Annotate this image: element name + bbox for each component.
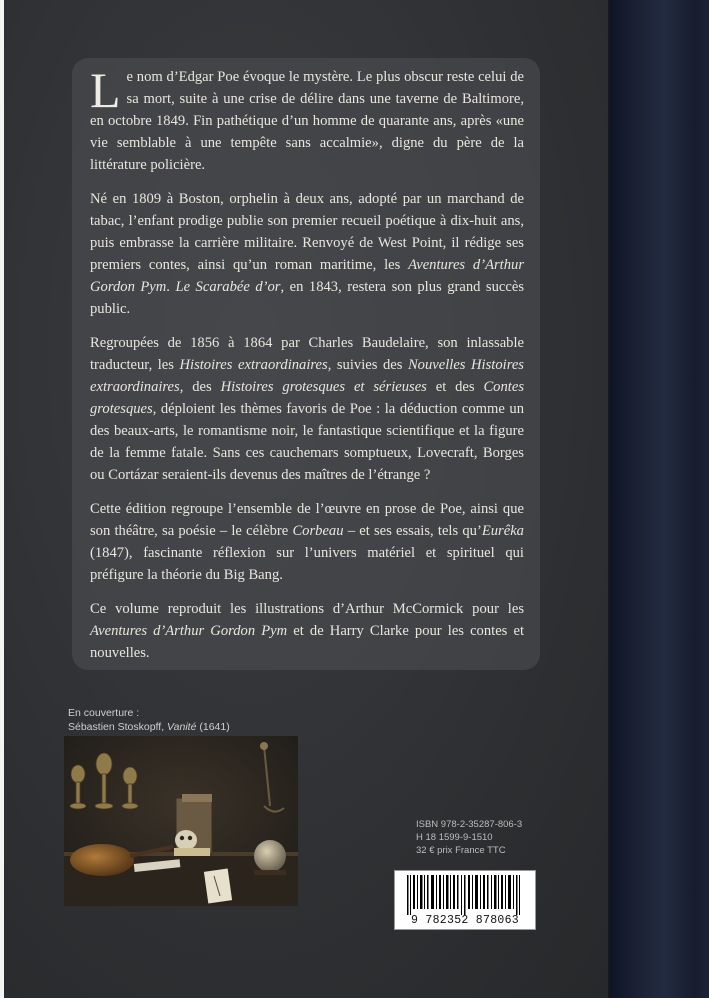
cover-credit-artwork: Sébastien Stoskopff, Vanité (1641) <box>68 721 230 733</box>
title-histoires-extraordinaires: Histoires extraordinaires <box>179 357 328 373</box>
barcode <box>394 870 536 930</box>
title-gordon-pym-2: Aventures d’Arthur Gordon Pym <box>90 623 288 639</box>
title-histoires-grotesques: Histoires grotesques et sérieuses <box>220 379 427 395</box>
barcode-bars <box>395 875 535 917</box>
title-gordon-pym: Aventures d’Arthur Gordon Pym <box>90 257 525 295</box>
blurb-paragraph-5: Ce volume reproduit les illustrations d’Arthur McCormick pour les Aventures d’Arthur Gordon Pym et de Harry Clarke pour les contes et nouvelles. <box>90 601 524 661</box>
blurb-paragraph-2: Né en 1809 à Boston, orphelin à deux ans, adopté par un marchand de tabac, l’enfant prodige publie son premier recueil poétique à dix-huit ans, puis embrasse la carrière militaire. Renvoyé de West Point, il rédige ses premiers contes, ainsi qu’un roman maritime, les Aventures d’Arthur Gordon Pym. Le Scarabée d’or, en 1843, restera son plus grand succès public. <box>90 191 525 317</box>
blurb-paragraph-1: Le nom d’Edgar Poe évoque le mystère. Le plus obscur reste celui de sa mort, suite à une crise de délire dans une taverne de Baltimore, en octobre 1849. Fin pathétique d’un homme de quarante ans, après «une vie semblable à une tempête sans accalmie», digne du père de la littérature policière. <box>90 62 524 173</box>
product-code: H 18 1599-9-1510 <box>416 832 493 843</box>
title-contes-grotesques: Contes grotesques <box>90 379 524 417</box>
drop-cap: L <box>90 62 121 118</box>
cover-credit-label: En couverture : <box>68 707 140 719</box>
blurb-paragraph-3: Regroupées de 1856 à 1864 par Charles Baudelaire, son inlassable traducteur, les Histoires extraordinaires, suivies des Nouvelles Histoires extraordinaires, des Histoires grotesques et sérieuses et des Contes grotesques, déploient les thèmes favoris de Poe : la déduction comme un des beaux-arts, le romantisme noir, le fantastique scientifique et la figure de la femme fatale. Sans ces cauchemars somptueux, Lovecraft, Borges ou Cortázar seraient-ils devenus des maîtres de l’étrange ? <box>90 335 524 483</box>
price: 32 € prix France TTC <box>416 845 506 856</box>
barcode-digits: 9 782352 878063 <box>410 914 520 927</box>
blurb-paragraph-4: Cette édition regroupe l’ensemble de l’œuvre en prose de Poe, ainsi que son théâtre, sa poésie – le célèbre Corbeau – et ses essais, tels qu’Eurêka (1847), fascinante réflexion sur l’univers matériel et spirituel qui préfigure la théorie du Big Bang. <box>90 501 524 583</box>
isbn-info <box>416 818 546 857</box>
title-eureka: Eurêka <box>481 523 524 539</box>
title-corbeau: Corbeau <box>292 523 344 539</box>
title-scarabee: Le Scarabée d’or <box>175 279 281 295</box>
isbn-number: ISBN 978-2-35287-806-3 <box>416 819 523 830</box>
title-nouvelles-histoires: Nouvelles Histoires extraordinaires <box>90 357 524 395</box>
blurb-text <box>90 62 525 676</box>
book-spine <box>610 0 709 998</box>
vanitas-painting-image <box>64 736 298 906</box>
cover-credit <box>68 706 308 734</box>
